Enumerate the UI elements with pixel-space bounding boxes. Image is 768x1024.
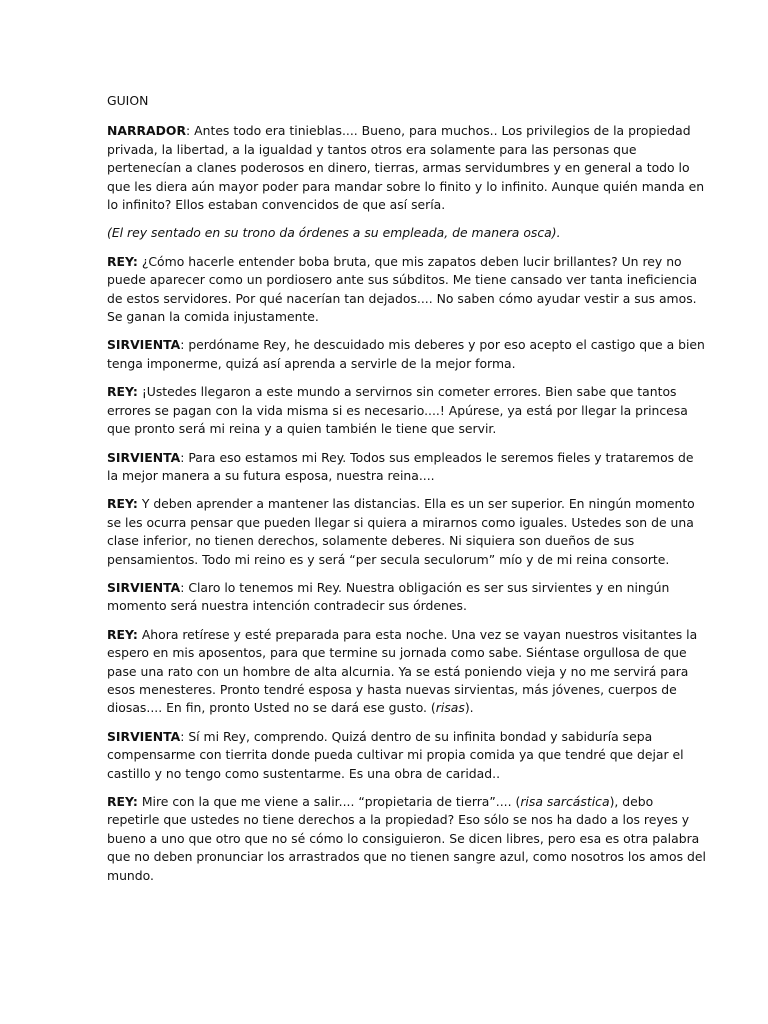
speaker-label: SIRVIENTA [107,728,181,744]
speaker-sep: : [180,449,189,465]
speaker-label: REY: [107,626,138,642]
speaker-label: REY: [107,384,138,400]
dialogue-text: Ahora retírese y esté preparada para esta noche. Una vez se vayan nuestros visitantes la espero en mis aposentos, para que termine su jornada como sabe. Siéntase orgullosa de que pase una rato con un hombre de alta alcurnia. Ya se está poniendo vieja y no me servirá para esos menesteres. Pronto tendré esposa y hasta nuevas sirvientas, más jóvenes, cuerpos de diosas.... En fin, pronto Usted no se dará ese gusto. ( [107,626,698,716]
paragraph-rey-1 [107,253,708,327]
speaker-label: SIRVIENTA [107,579,181,595]
stage-direction-text: (El rey sentado en su trono da órdenes a su empleada, de manera osca). [107,225,561,241]
dialogue-text: Mire con la que me viene a salir.... “propietaria de tierra”.... ( [141,794,521,809]
document-title: GUION [107,93,149,108]
paragraph-sirvienta-3 [107,579,708,616]
paragraph-narrador [107,122,708,214]
dialogue-text-after: ), debo repetirle que ustedes no tiene derechos a la propiedad? Eso sólo se nos ha dado a los reyes y bueno a uno que otro que no sé cómo lo consiguieron. Se dicen libres, pero esa es otra palabra que no deben pronunciar los arrastrados que no tienen sangre azul, como nosotros los amos del mundo. [107,794,706,883]
stage-direction [107,224,708,242]
speaker-label: REY: [107,496,138,512]
dialogue-text: Para eso estamos mi Rey. Todos sus empleados le seremos fieles y trataremos de la mejor manera a su futura esposa, nuestra reina.... [107,449,694,483]
speaker-label: NARRADOR [107,123,186,139]
paragraph-sirvienta-2 [107,449,708,486]
speaker-label: SIRVIENTA [107,337,181,353]
stage-direction-inline: risa sarcástica [520,794,610,809]
speaker-label: REY: [107,253,138,269]
dialogue-text: Sí mi Rey, comprendo. Quizá dentro de su infinita bondad y sabiduría sepa compensarme con tierrita donde pueda cultivar mi propia comida ya que tendré que dejar el castillo y no tengo como sustentarme. Es una obra de caridad.. [107,728,684,781]
dialogue-text: Y deben aprender a mantener las distancias. Ella es un ser superior. En ningún momento se les ocurra pensar que pueden llegar si quiera a mirarnos como iguales. Ustedes son de una clase inferior, no tienen derechos, solamente deberes. Ni siquiera son dueños de sus pensamientos. Todo mi reino es y será “per secula seculorum” mío y de mi reina consorte. [107,496,695,567]
paragraph-sirvienta-1 [107,336,708,373]
speaker-sep: : [180,579,189,595]
speaker-sep: : [180,337,189,353]
dialogue-text: ¡Ustedes llegaron a este mundo a servirnos sin cometer errores. Bien sabe que tantos errores se pagan con la vida misma si es necesario....! Apúrese, ya está por llegar la princesa que pronto será mi reina y a quien también le tiene que servir. [107,384,688,437]
dialogue-text-after: ). [464,700,474,716]
speaker-label: SIRVIENTA [107,449,181,465]
speaker-label: REY: [107,794,138,809]
speaker-sep: : [180,728,189,744]
stage-direction-inline: risas [435,700,465,716]
paragraph-sirvienta-4 [107,728,708,783]
dialogue-text: Antes todo era tinieblas.... Bueno, para muchos.. Los privilegios de la propiedad privada, la libertad, a la igualdad y tantos otros era solamente para las personas que pertenecían a clanes poderosos en dinero, tierras, armas servidumbres y en general a todo lo que les diera aún mayor poder para mandar sobre lo finito y lo infinito. Aunque quién manda en lo infinito? Ellos estaban convencidos de que así sería. [107,123,705,213]
paragraph-rey-5 [107,793,708,885]
dialogue-text: ¿Cómo hacerle entender boba bruta, que mis zapatos deben lucir brillantes? Un rey no puede aparecer como un pordiosero ante sus súbditos. Me tiene cansado ver tanta ineficiencia de estos servidores. Por qué nacerían tan dejados.... No saben cómo ayudar vestir a sus amos. Se ganan la comida injustamente. [107,253,698,325]
dialogue-text: Claro lo tenemos mi Rey. Nuestra obligación es ser sus sirvientes y en ningún momento será nuestra intención contradecir sus órdenes. [107,579,670,614]
speaker-sep: : [186,123,195,139]
paragraph-rey-4 [107,626,708,718]
dialogue-text: perdóname Rey, he descuidado mis deberes y por eso acepto el castigo que a bien tenga imponerme, quizá así aprenda a servirle de la mejor forma. [107,337,705,371]
paragraph-rey-3 [107,495,708,569]
paragraph-rey-2 [107,383,708,438]
